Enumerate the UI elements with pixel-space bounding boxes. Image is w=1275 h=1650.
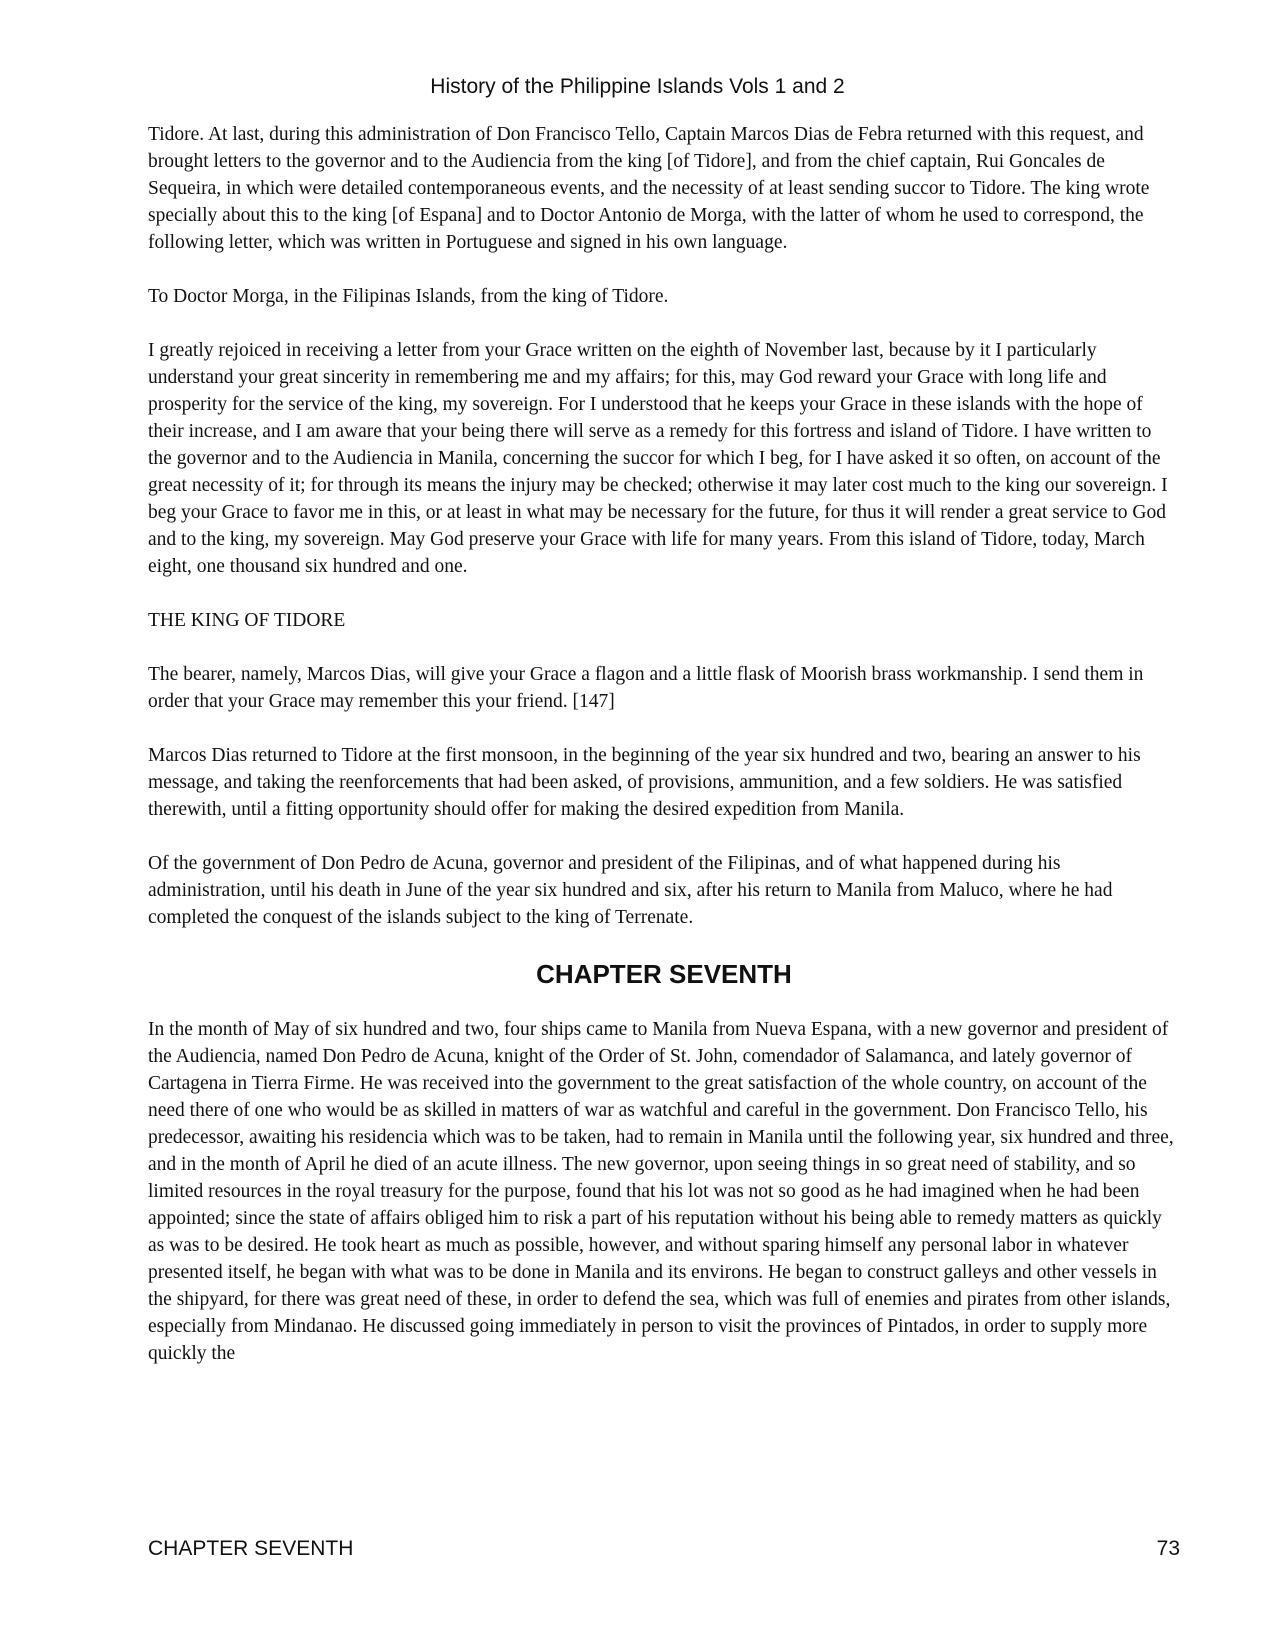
body-paragraph: Of the government of Don Pedro de Acuna, governor and president of the Filipinas, and of what happened during his administration, until his death in June of the year six hundred and six, after his return to Manila from Maluco, where he had completed the conquest of the islands subject to the king of Terrenate.	[148, 853, 1113, 928]
body-paragraph: To Doctor Morga, in the Filipinas Islands, from the king of Tidore.	[148, 286, 669, 307]
body-paragraph: THE KING OF TIDORE	[148, 610, 346, 631]
page-number: 73	[1156, 1537, 1180, 1560]
footer-chapter-label: CHAPTER SEVENTH	[148, 1537, 354, 1560]
chapter-heading: CHAPTER SEVENTH	[536, 959, 792, 989]
running-title: History of the Philippine Islands Vols 1 and 2	[430, 75, 845, 98]
chapter-paragraph: In the month of May of six hundred and two, four ships came to Manila from Nueva Espana, with a new governor and president of the Audiencia, named Don Pedro de Acuna, knight of the Order of St. John, comendador of Salamanca, and lately governor of Cartagena in Tierra Firme. He was received into the government to the great satisfaction of the whole country, on account of the need there of one who would be as skilled in matters of war as watchful and careful in the government. Don Francisco Tello, his predecessor, awaiting his residencia which was to be taken, had to remain in Manila until the following year, six hundred and three, and in the month of April he died of an acute illness. The new governor, upon seeing things in so great need of stability, and so limited resources in the royal treasury for the purpose, found that his lot was not so good as he had imagined when he had been appointed; since the state of affairs obliged him to risk a part of his reputation without his being able to remedy matters as quickly as was to be desired. He took heart as much as possible, however, and without sparing himself any personal labor in whatever presented itself, he began with what was to be done in Manila and its environs. He began to construct galleys and other vessels in the shipyard, for there was great need of these, in order to defend the sea, which was full of enemies and pirates from other islands, especially from Mindanao. He discussed going immediately in person to visit the provinces of Pintados, in order to supply more quickly the	[148, 1019, 1174, 1364]
body-paragraph: The bearer, namely, Marcos Dias, will give your Grace a flagon and a little flask of Moorish brass workmanship. I send them in order that your Grace may remember this your friend. [147]	[148, 664, 1144, 712]
body-paragraph: Tidore. At last, during this administration of Don Francisco Tello, Captain Marcos Dias de Febra returned with this request, and brought letters to the governor and to the Audiencia from the king [of Tidore], and from the chief captain, Rui Goncales de Sequeira, in which were detailed contemporaneous events, and the necessity of at least sending succor to Tidore. The king wrote specially about this to the king [of Espana] and to Doctor Antonio de Morga, with the latter of whom he used to correspond, the following letter, which was written in Portuguese and signed in his own language.	[148, 124, 1150, 253]
body-paragraph: Marcos Dias returned to Tidore at the first monsoon, in the beginning of the year six hundred and two, bearing an answer to his message, and taking the reenforcements that had been asked, of provisions, ammunition, and a few soldiers. He was satisfied therewith, until a fitting opportunity should offer for making the desired expedition from Manila.	[148, 745, 1141, 820]
page-body	[148, 121, 1180, 1394]
body-paragraph: I greatly rejoiced in receiving a letter from your Grace written on the eighth of November last, because by it I particularly understand your great sincerity in remembering me and my affairs; for this, may God reward your Grace with long life and prosperity for the service of the king, my sovereign. For I understood that he keeps your Grace in these islands with the hope of their increase, and I am aware that your being there will serve as a remedy for this fortress and island of Tidore. I have written to the governor and to the Audiencia in Manila, concerning the succor for which I beg, for I have asked it so often, on account of the great necessity of it; for through its means the injury may be checked; otherwise it may later cost much to the king our sovereign. I beg your Grace to favor me in this, or at least in what may be necessary for the future, for thus it will render a great service to God and to the king, my sovereign. May God preserve your Grace with life for many years. From this island of Tidore, today, March eight, one thousand six hundred and one.	[148, 340, 1168, 577]
